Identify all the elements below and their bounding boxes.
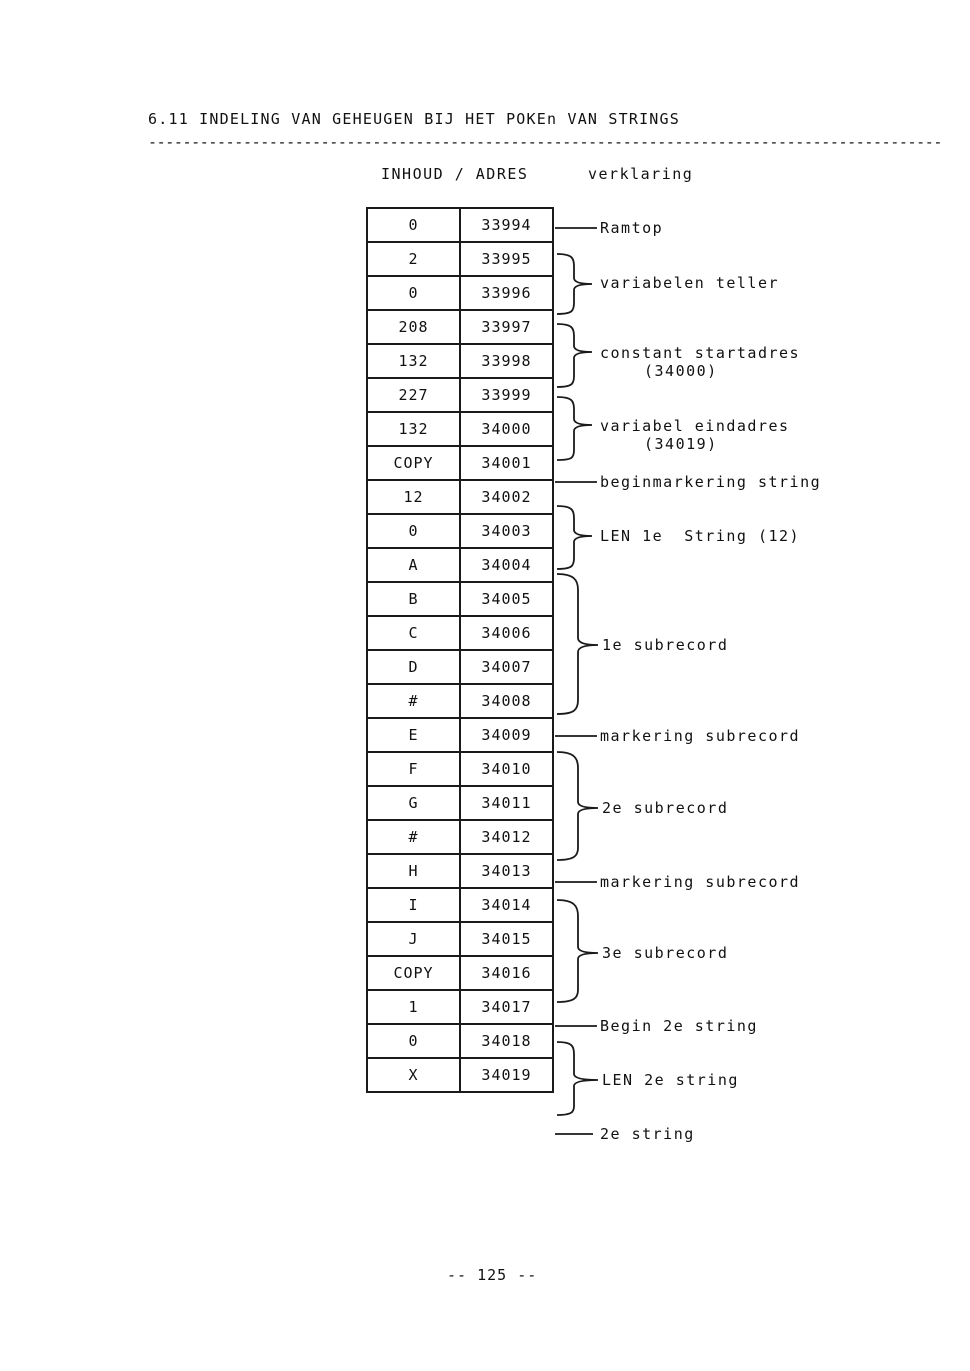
brace-len-1e [557, 506, 592, 569]
cell-inhoud: 0 [367, 1024, 460, 1058]
label-constant-startadres: constant startadres [600, 344, 801, 362]
cell-inhoud: COPY [367, 446, 460, 480]
brace-variabelen-teller [557, 254, 592, 314]
cell-adres: 34002 [460, 480, 553, 514]
label-variabel-eindadres-sub: (34019) [644, 435, 718, 453]
cell-adres: 33997 [460, 310, 553, 344]
label-2e-subrecord: 2e subrecord [602, 799, 729, 817]
cell-adres: 34006 [460, 616, 553, 650]
cell-inhoud: D [367, 650, 460, 684]
cell-adres: 34003 [460, 514, 553, 548]
label-constant-startadres-sub: (34000) [644, 362, 718, 380]
cell-adres: 33999 [460, 378, 553, 412]
cell-adres: 34004 [460, 548, 553, 582]
label-markering-1: markering subrecord [600, 727, 801, 745]
cell-adres: 34001 [460, 446, 553, 480]
cell-inhoud: G [367, 786, 460, 820]
cell-adres: 33995 [460, 242, 553, 276]
cell-inhoud: 132 [367, 344, 460, 378]
label-variabel-eindadres: variabel eindadres [600, 417, 790, 435]
cell-adres: 34018 [460, 1024, 553, 1058]
label-ramtop: Ramtop [600, 219, 664, 237]
cell-adres: 34007 [460, 650, 553, 684]
label-3e-subrecord: 3e subrecord [602, 944, 729, 962]
cell-adres: 34016 [460, 956, 553, 990]
cell-inhoud: C [367, 616, 460, 650]
brace-2e-subrecord [557, 752, 598, 860]
cell-inhoud: A [367, 548, 460, 582]
label-1e-subrecord: 1e subrecord [602, 636, 729, 654]
cell-inhoud: 1 [367, 990, 460, 1024]
brace-constant-startadres [557, 324, 592, 387]
cell-inhoud: # [367, 684, 460, 718]
cell-inhoud: E [367, 718, 460, 752]
cell-inhoud: J [367, 922, 460, 956]
label-beginmarkering: beginmarkering string [600, 473, 822, 491]
cell-inhoud: F [367, 752, 460, 786]
cell-inhoud: # [367, 820, 460, 854]
cell-inhoud: 2 [367, 242, 460, 276]
cell-inhoud: I [367, 888, 460, 922]
cell-adres: 34019 [460, 1058, 553, 1092]
brace-len-2e [557, 1042, 598, 1115]
cell-inhoud: 12 [367, 480, 460, 514]
column-header-inhoud-adres: INHOUD / ADRES [381, 165, 529, 183]
cell-adres: 34012 [460, 820, 553, 854]
brace-variabel-eindadres [557, 397, 592, 460]
brace-1e-subrecord [557, 574, 598, 714]
label-2e-string: 2e string [600, 1125, 695, 1143]
brace-3e-subrecord [557, 900, 598, 1002]
cell-inhoud: 0 [367, 208, 460, 242]
cell-adres: 34013 [460, 854, 553, 888]
cell-inhoud: 132 [367, 412, 460, 446]
label-len-1e: LEN 1e String (12) [600, 527, 801, 545]
cell-adres: 33994 [460, 208, 553, 242]
cell-inhoud: 0 [367, 514, 460, 548]
cell-inhoud: X [367, 1058, 460, 1092]
cell-adres: 34014 [460, 888, 553, 922]
cell-adres: 34011 [460, 786, 553, 820]
cell-adres: 33996 [460, 276, 553, 310]
cell-adres: 33998 [460, 344, 553, 378]
cell-adres: 34008 [460, 684, 553, 718]
page-heading: 6.11 INDELING VAN GEHEUGEN BIJ HET POKEn VAN STRINGS [148, 110, 680, 128]
cell-adres: 34005 [460, 582, 553, 616]
label-markering-2: markering subrecord [600, 873, 801, 891]
cell-adres: 34010 [460, 752, 553, 786]
cell-adres: 34000 [460, 412, 553, 446]
page-number: -- 125 -- [447, 1266, 538, 1284]
cell-inhoud: H [367, 854, 460, 888]
cell-adres: 34017 [460, 990, 553, 1024]
label-variabelen-teller: variabelen teller [600, 274, 780, 292]
cell-inhoud: 227 [367, 378, 460, 412]
cell-inhoud: 208 [367, 310, 460, 344]
column-header-verklaring: verklaring [588, 165, 694, 183]
heading-rule: -------------------------------------------------------------------------------------------- [148, 133, 943, 151]
label-len-2e: LEN 2e string [602, 1071, 739, 1089]
cell-adres: 34015 [460, 922, 553, 956]
cell-adres: 34009 [460, 718, 553, 752]
cell-inhoud: 0 [367, 276, 460, 310]
cell-inhoud: COPY [367, 956, 460, 990]
cell-inhoud: B [367, 582, 460, 616]
label-begin-2e-string: Begin 2e string [600, 1017, 758, 1035]
